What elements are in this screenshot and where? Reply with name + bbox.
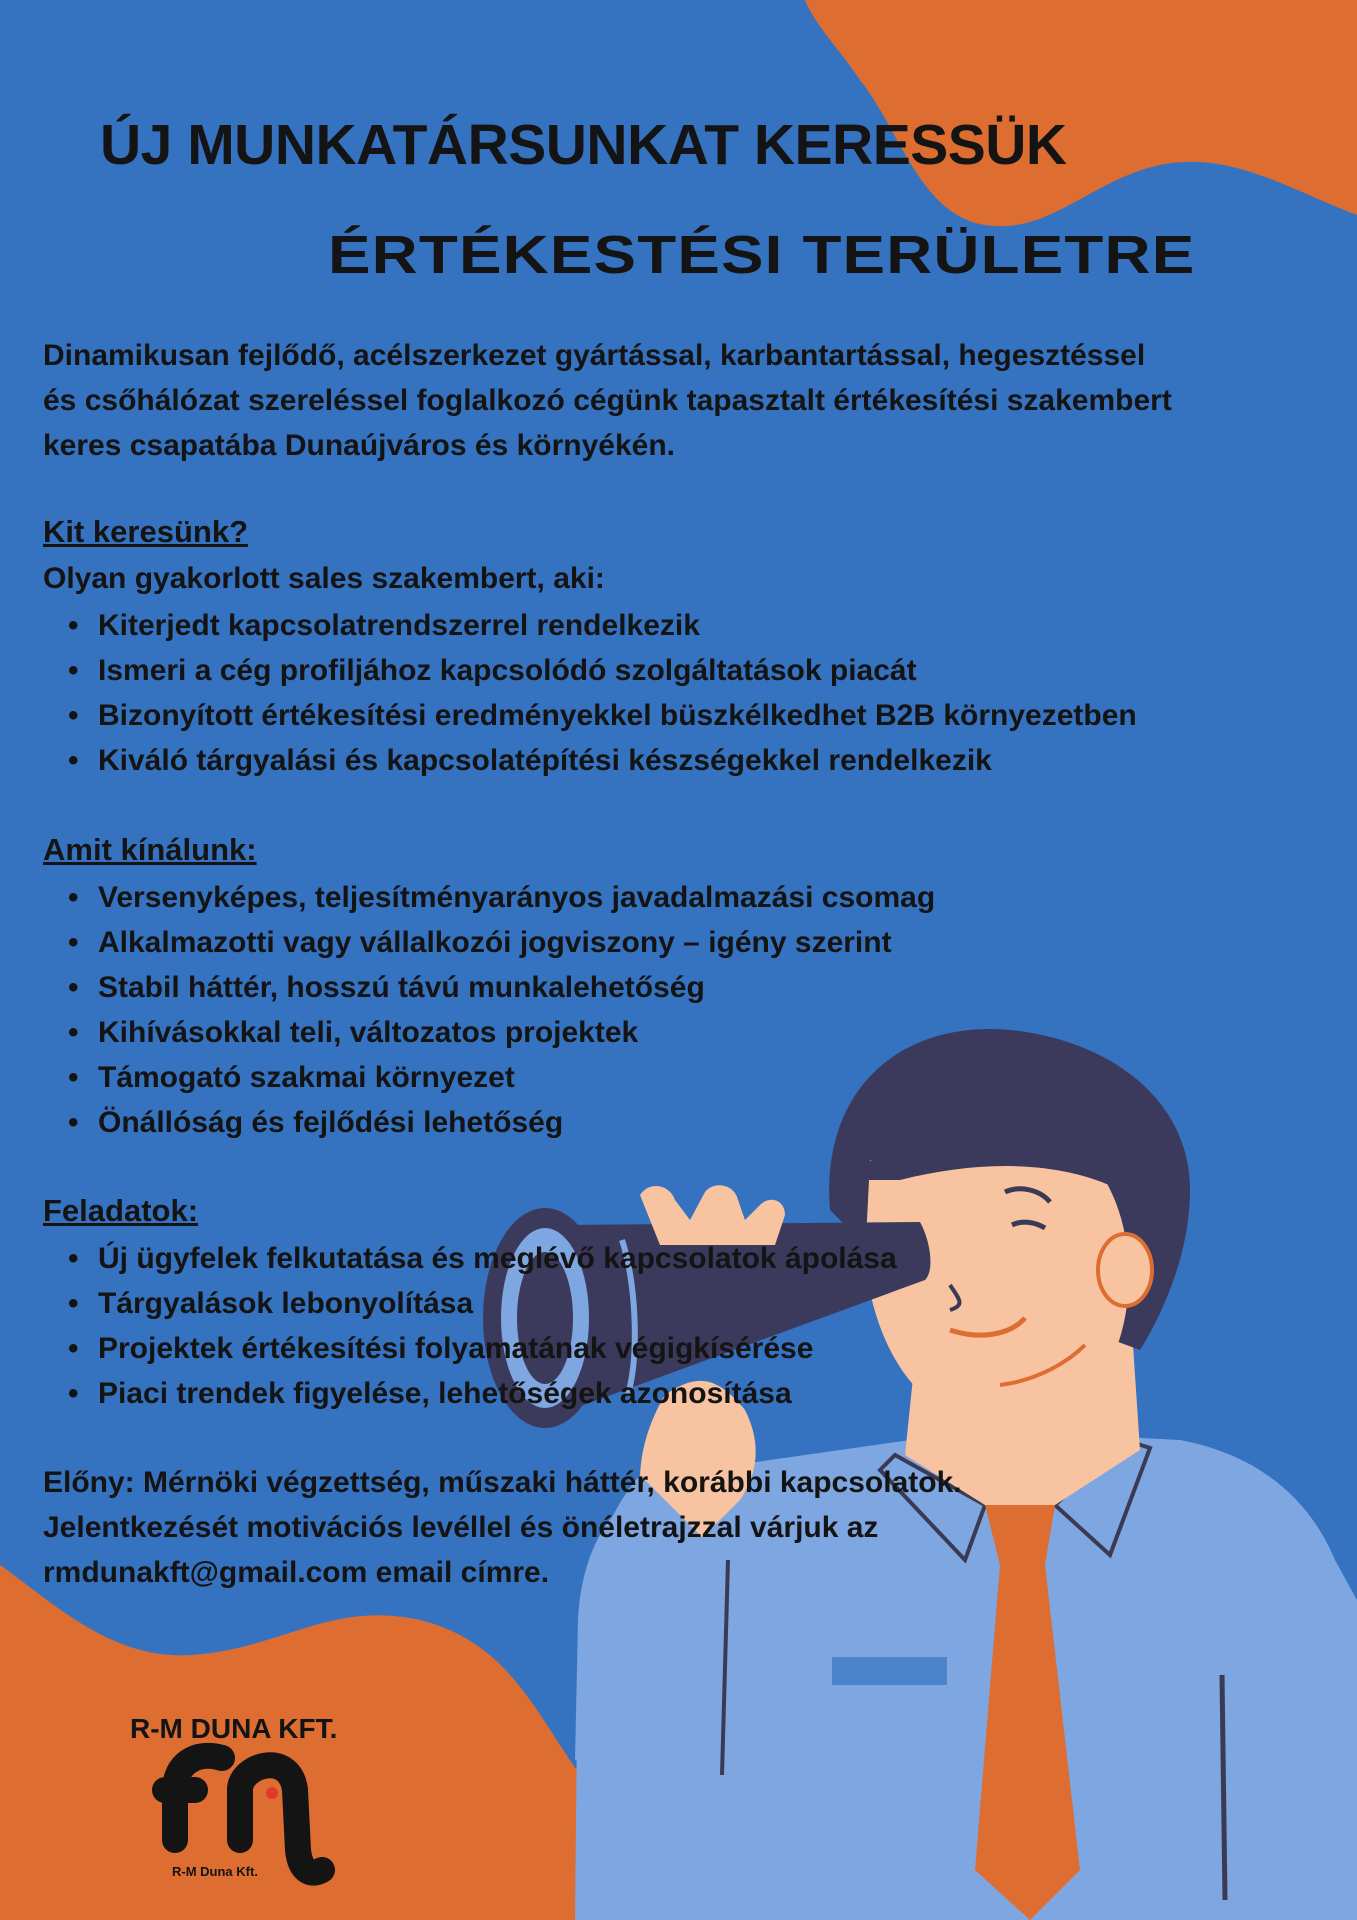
intro-paragraph [43,333,1333,468]
list-item: • Tárgyalások lebonyolítása [98,1281,897,1326]
outro-line: Előny: Mérnöki végzettség, műszaki háttér, korábbi kapcsolatok. [43,1466,962,1499]
section-title-who: Kit keresünk? [43,514,249,549]
who-list [43,603,1137,783]
company-name: R-M DUNA KFT. [130,1713,338,1744]
list-item: • Kiterjedt kapcsolatrendszerrel rendelkezik [98,603,1137,648]
tasks-list [43,1236,897,1416]
title-line-1: ÚJ MUNKATÁRSUNKAT KERESSÜK [100,113,1067,177]
who-lead: Olyan gyakorlott sales szakembert, aki: [43,562,605,595]
list-item: • Ismeri a cég profiljához kapcsolódó szolgáltatások piacát [98,648,1137,693]
list-item: • Projektek értékesítési folyamatának végigkísérése [98,1326,897,1371]
list-item: • Piaci trendek figyelése, lehetőségek azonosítása [98,1371,897,1416]
intro-line: és csőhálózat szereléssel foglalkozó cégünk tapasztalt értékesítési szakembert [43,384,1172,417]
outro-paragraph [43,1460,962,1595]
list-item: • Bizonyított értékesítési eredményekkel büszkélkedhet B2B környezetben [98,693,1137,738]
list-item: • Kiváló tárgyalási és kapcsolatépítési készségekkel rendelkezik [98,738,1137,783]
logo-caption: R-M Duna Kft. [172,1864,258,1879]
title-line-2: ÉRTÉKESTÉSI TERÜLETRE [328,225,1196,285]
list-item: • Támogató szakmai környezet [98,1055,935,1100]
list-item: • Versenyképes, teljesítményarányos javadalmazási csomag [98,875,935,920]
section-title-tasks: Feladatok: [43,1193,199,1228]
intro-line: keres csapatába Dunaújváros és környékén. [43,429,675,462]
list-item: • Stabil háttér, hosszú távú munkalehetőség [98,965,935,1010]
list-item: • Alkalmazotti vagy vállalkozói jogviszony – igény szerint [98,920,935,965]
offer-list [43,875,935,1145]
list-item: • Önállóság és fejlődési lehetőség [98,1100,935,1145]
list-item: • Kihívásokkal teli, változatos projektek [98,1010,935,1055]
outro-line: Jelentkezését motivációs levéllel és önéletrajzzal várjuk az [43,1511,879,1544]
intro-line: Dinamikusan fejlődő, acélszerkezet gyártással, karbantartással, hegesztéssel [43,339,1146,372]
contact-email-line: rmdunakft@gmail.com email címre. [43,1556,550,1589]
section-title-offer: Amit kínálunk: [43,832,257,867]
list-item: • Új ügyfelek felkutatása és meglévő kapcsolatok ápolása [98,1236,897,1281]
